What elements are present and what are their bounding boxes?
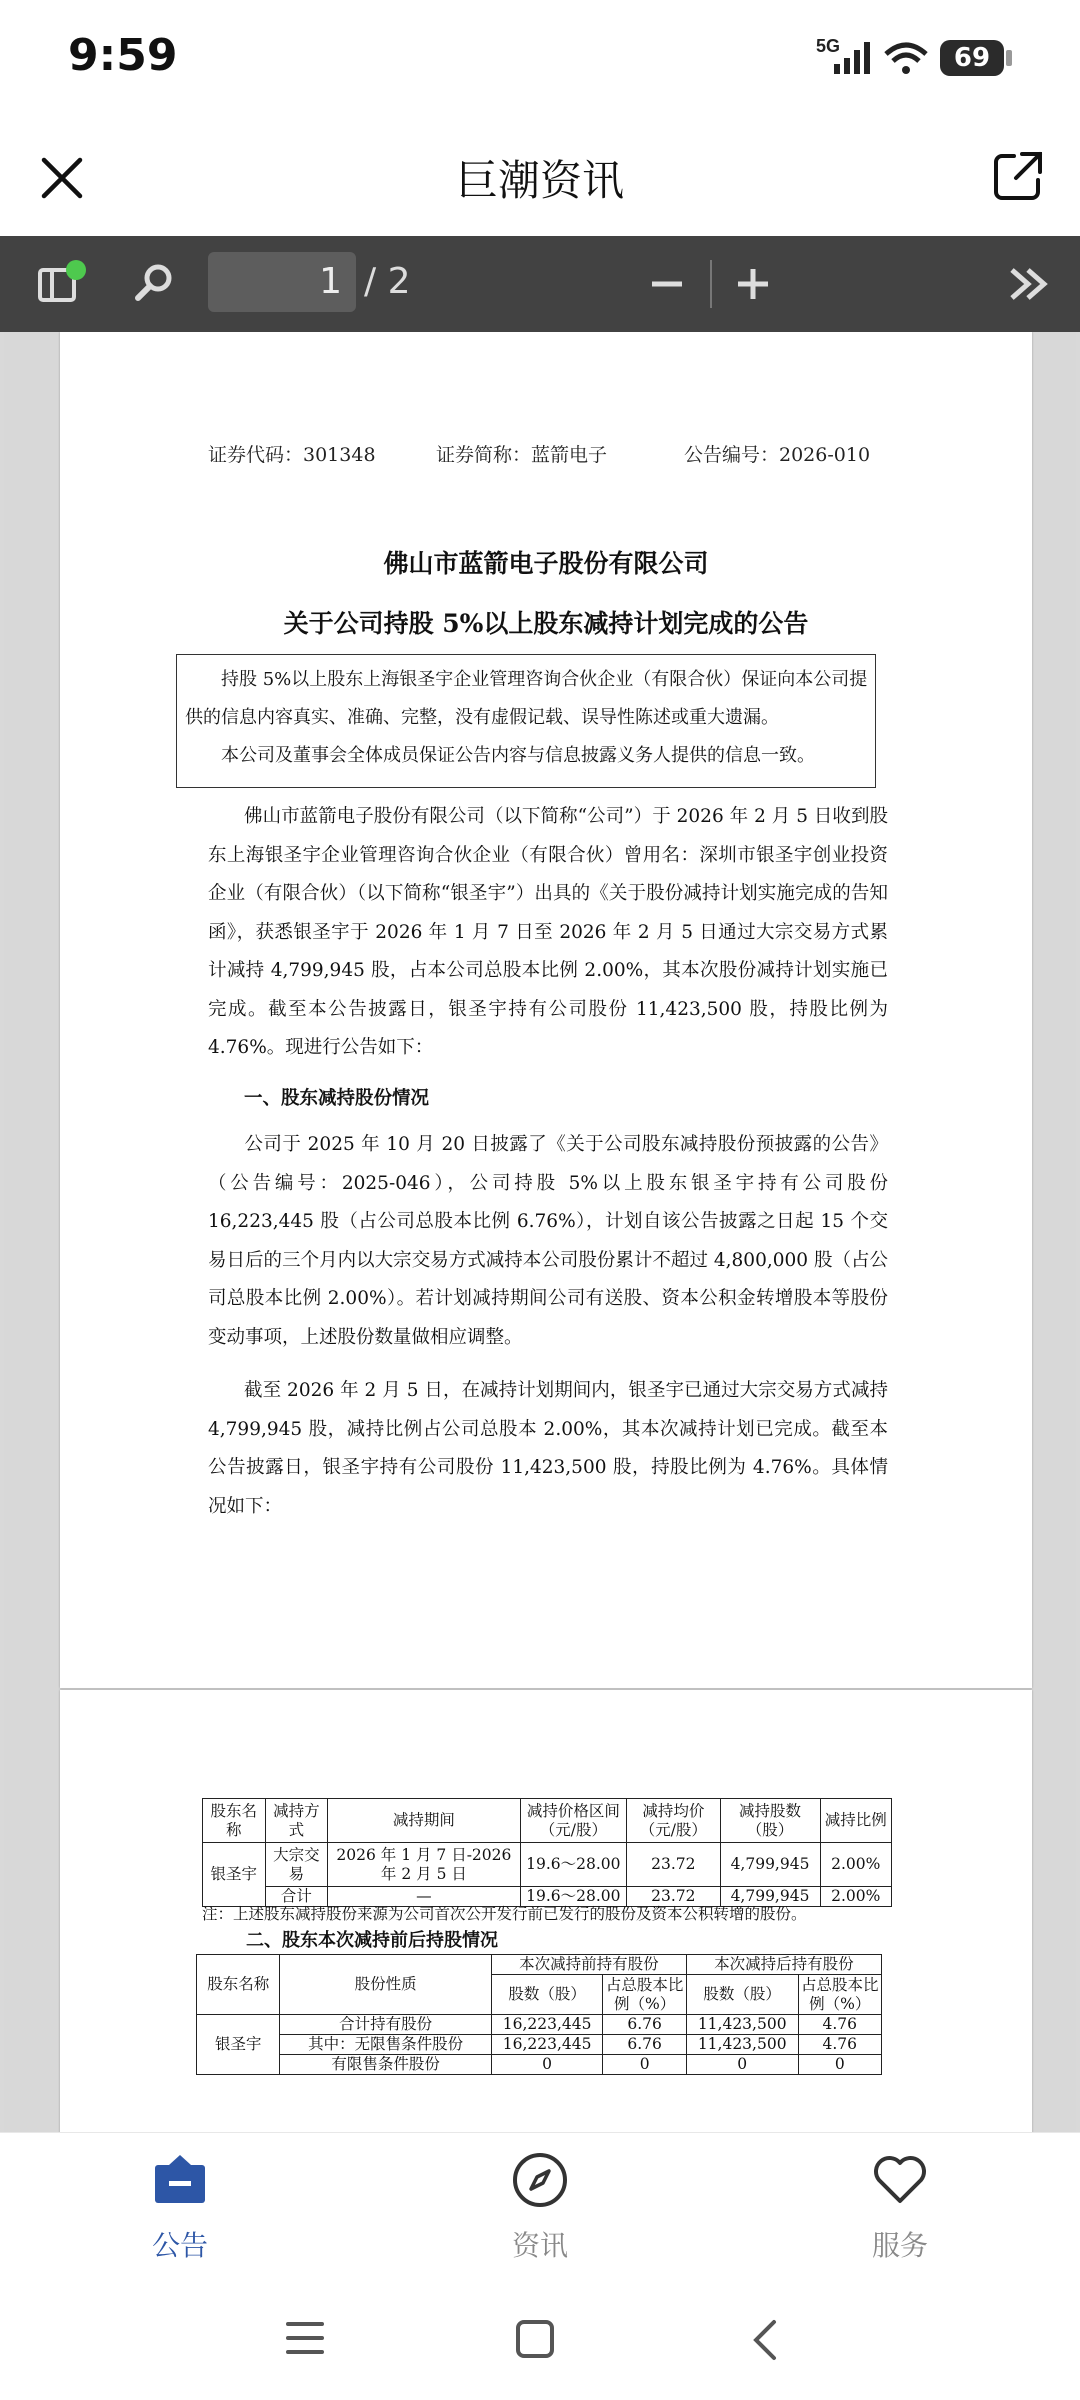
document-area[interactable]: [4, 332, 1076, 2132]
menu-icon[interactable]: [284, 2318, 328, 2358]
section-heading: 二、股东本次减持前后持股情况: [246, 1930, 498, 1951]
zoom-out-icon[interactable]: [642, 258, 694, 310]
compass-icon: [511, 2151, 569, 2209]
disclaimer-box: [176, 654, 876, 788]
section-heading: 一、股东减持股份情况: [244, 1088, 430, 1109]
disclaimer-line: 持股 5%以上股东上海银圣宇企业管理咨询合伙企业（有限合伙）保证向本公司提供的信息内容真实、准确、完整，没有虚假记载、误导性陈述或重大遗漏。: [185, 669, 868, 728]
table-note: 注：上述股东减持股份来源为公司首次公开发行前已发行的股份及资本公积转增的股份。: [202, 1905, 807, 1923]
page-number-input[interactable]: 1: [208, 252, 356, 312]
svg-text:5G: 5G: [816, 36, 841, 56]
nav-item-announcements[interactable]: 公告: [80, 2151, 280, 2264]
signal-icon: [814, 34, 934, 78]
paragraph: 佛山市蓝箭电子股份有限公司（以下简称“公司”）于 2026 年 2 月 5 日收到股东上海银圣宇企业管理咨询合伙企业（有限合伙）曾用名：深圳市银圣宇创业投资企业（有限合伙）（以下简称“银圣宇”）出具的《关于股份减持计划实施完成的告知函》，获悉银圣宇于 2026 年 1 月 7 日至 2026 年 2 月 5 日通过大宗交易方式累计减持 4,799,945 股，占本公司总股本比例 2.00%，其本次股份减持计划实施已完成。截至本公告披露日，银圣宇持有公司股份 11,423,500 股，持股比例为 4.76%。现进行公告如下：: [208, 806, 888, 1058]
paragraph: 截至 2026 年 2 月 5 日，在减持计划期间内，银圣宇已通过大宗交易方式减持 4,799,945 股，减持比例占公司总股本 2.00%，其本次减持计划已完成。截至本公告披露日，银圣宇持有公司股份 11,423,500 股，持股比例为 4.76%。具体情况如下：: [208, 1380, 888, 1517]
battery-icon: 69: [940, 40, 1004, 76]
app-bar: [0, 120, 1080, 236]
share-icon[interactable]: [990, 148, 1046, 204]
pdf-page-1: [60, 332, 1032, 1688]
status-bar: [0, 0, 1080, 120]
announcement-icon: [151, 2151, 209, 2209]
pdf-page-2: [60, 1690, 1032, 2132]
zoom-in-icon[interactable]: [728, 258, 780, 310]
nav-item-news[interactable]: 资讯: [440, 2151, 640, 2264]
home-icon[interactable]: [514, 2318, 558, 2362]
search-icon[interactable]: [128, 258, 180, 310]
page-title: 巨潮资讯: [455, 156, 624, 205]
company-name: 佛山市蓝箭电子股份有限公司: [383, 549, 709, 578]
pdf-viewer: [0, 236, 1080, 2132]
status-time: 9:59: [68, 30, 178, 81]
reduction-table: 股东名称 减持方式 减持期间 减持价格区间（元/股） 减持均价（元/股） 减持股数（股） 减持比例 银圣宇 大宗交易 2026 年 1 月 7 日-2026 年 2 月 5 日 19.6～28.00 23.72 4,799,945 2.00% 合计 — 19.6～28.00 23.72 4,799,945 2.00%: [202, 1798, 892, 1907]
pdf-toolbar: [0, 236, 1080, 332]
disclaimer-line: 本公司及董事会全体成员保证公告内容与信息披露义务人提供的信息一致。: [221, 745, 815, 766]
holder-cell: 银圣宇: [203, 1843, 266, 1907]
double-chevron-right-icon[interactable]: [1004, 258, 1056, 310]
holding-table: 股东名称 股份性质 本次减持前持有股份 本次减持后持有股份 股数（股） 占总股本比例（%） 股数（股） 占总股本比例（%） 银圣宇 合计持有股份 16,223,445 6.76 11,423,500 4.76 其中：无限售条件股份 16,223,445 6.76 11,423,500 4.76 有限售条件股份 0 0 0 0: [196, 1954, 882, 2075]
page-total: / 2: [364, 261, 411, 302]
header-short-name: 证券简称：蓝箭电子: [436, 444, 608, 466]
header-notice-no: 公告编号：2026-010: [684, 444, 871, 466]
announcement-title: 关于公司持股 5%以上股东减持计划完成的公告: [283, 609, 809, 638]
heart-icon: [871, 2151, 929, 2209]
back-icon[interactable]: [746, 2316, 786, 2364]
paragraph: 公司于 2025 年 10 月 20 日披露了《关于公司股东减持股份预披露的公告》（公告编号：2025-046），公司持股 5%以上股东银圣宇持有公司股份 16,223,445 股（占公司总股本比例 6.76%），计划自该公告披露之日起 15 个交易日后的三个月内以大宗交易方式减持本公司股份累计不超过 4,800,000 股（占公司总股本比例 2.00%）。若计划减持期间公司有送股、资本公积金转增股本等股份变动事项，上述股份数量做相应调整。: [208, 1134, 888, 1348]
nav-item-services[interactable]: 服务: [800, 2151, 1000, 2264]
toolbar-divider: [710, 260, 712, 308]
system-nav-bar: [0, 2280, 1080, 2400]
sidebar-toggle-icon[interactable]: [34, 258, 86, 310]
header-code: 证券代码：301348: [208, 444, 376, 466]
bottom-nav: [0, 2132, 1080, 2281]
